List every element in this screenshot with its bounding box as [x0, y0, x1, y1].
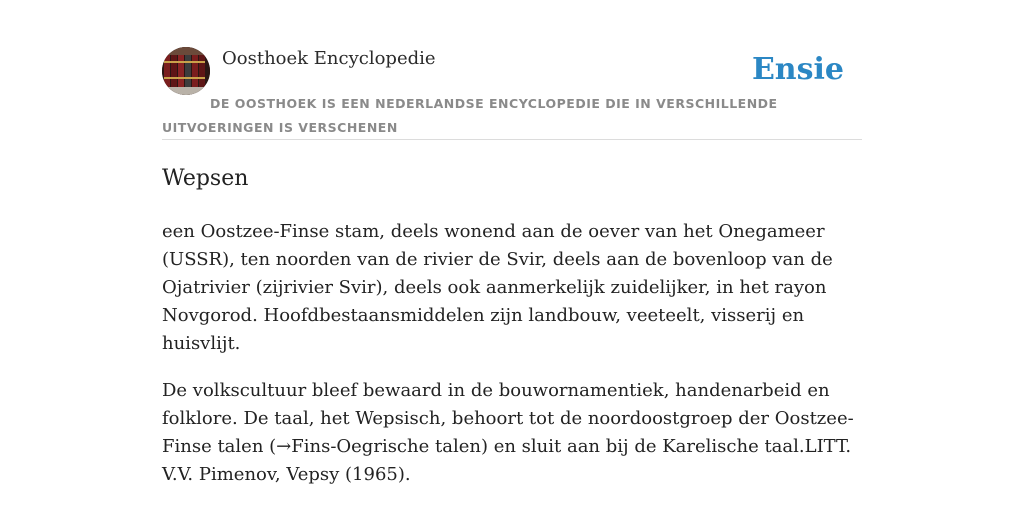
source-tagline: DE OOSTHOEK IS EEN NEDERLANDSE ENCYCLOPEDIE DIE IN VERSCHILLENDE UITVOERINGEN IS VERSCHENEN [162, 96, 778, 135]
source-header [162, 44, 862, 140]
source-name[interactable]: Oosthoek Encyclopedie [222, 48, 436, 69]
encyclopedia-books-avatar[interactable] [162, 47, 210, 95]
article-title: Wepsen [162, 166, 249, 191]
article-paragraph: De volkscultuur bleef bewaard in de bouwornamentiek, handenarbeid en folklore. De taal, het Wepsisch, behoort tot de noordoostgroep der Oostzee-Finse talen (→Fins-Oegrische talen) en sluit aan bij de Karelische taal.LITT. V.V. Pimenov, Vepsy (1965). [162, 380, 854, 485]
header-divider [162, 139, 862, 140]
ensie-logo[interactable]: Ensie [751, 52, 844, 87]
article-card [162, 44, 862, 489]
article-paragraph: een Oostzee-Finse stam, deels wonend aan de oever van het Onegameer (USSR), ten noorden van de rivier de Svir, deels aan de bovenloop van de Ojatrivier (zijrivier Svir), deels ook aanmerkelijk zuidelijker, in het rayon Novgorod. Hoofdbestaansmiddelen zijn landbouw, veeteelt, visserij en huisvlijt. [162, 221, 833, 354]
